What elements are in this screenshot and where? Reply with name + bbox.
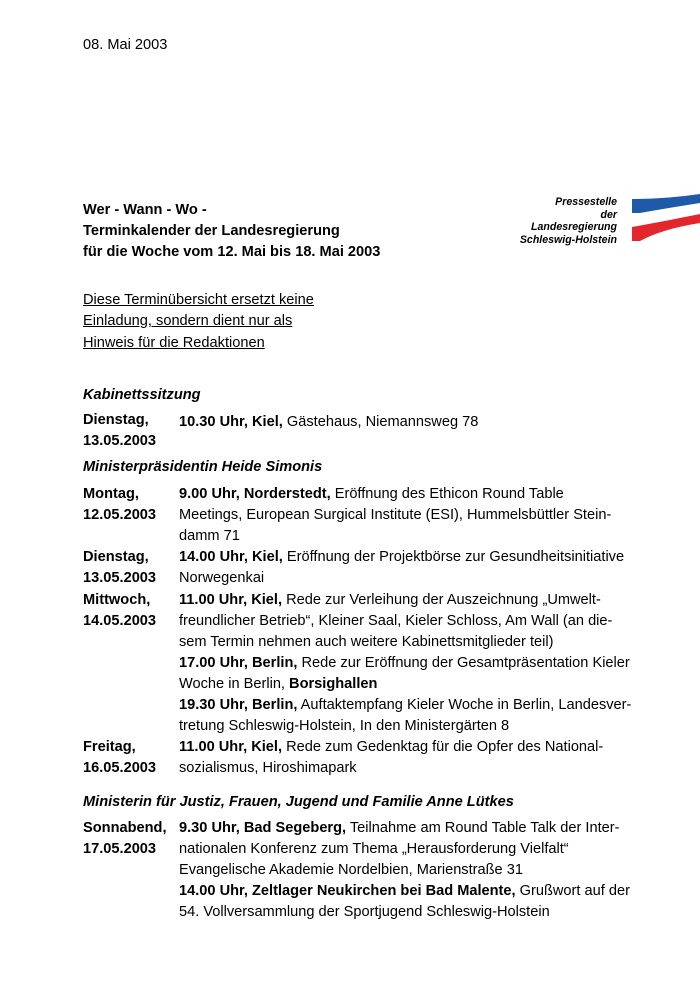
editorial-notice <box>83 290 314 354</box>
appointment-text: damm 71 <box>179 528 240 544</box>
appointment-venue: Borsighallen <box>289 676 378 692</box>
entry-items <box>179 484 624 547</box>
entry-date: 17.05.2003 <box>83 841 157 857</box>
entry-date: 13.05.2003 <box>83 433 157 449</box>
appointment <box>179 695 632 737</box>
section-heading: Kabinettssitzung <box>83 387 201 403</box>
appointment <box>179 818 624 881</box>
appointment-text: Eröffnung des Ethicon Round Table <box>330 486 564 502</box>
notice-line-2: Einladung, sondern dient nur als <box>83 313 293 330</box>
press-line-3: Landesregierung <box>531 221 617 234</box>
entry-date: 14.05.2003 <box>83 613 157 629</box>
title-line-1: Wer - Wann - Wo - <box>83 202 207 218</box>
press-office-label <box>520 196 617 246</box>
document-date: 08. Mai 2003 <box>83 37 168 53</box>
logo-red-stripe <box>632 214 700 241</box>
appointment <box>179 484 624 547</box>
appointment-text: Rede zur Verleihung der Auszeichnung „Umwelt- <box>282 592 601 608</box>
appointment-time-place: 14.00 Uhr, Zeltlager Neukirchen bei Bad Malente, <box>179 883 516 899</box>
appointment-text: Eröffnung der Projektbörse zur Gesundheitsinitiative <box>282 549 625 565</box>
entry-items <box>179 547 624 589</box>
entry-date: 16.05.2003 <box>83 760 157 776</box>
weekday: Mittwoch, <box>83 592 151 608</box>
appointment-text: Evangelische Akademie Nordelbien, Marienstraße 31 <box>179 862 523 878</box>
appointment-text: Rede zum Gedenktag für die Opfer des National- <box>282 739 604 755</box>
appointment-text: Grußwort auf der <box>515 883 630 899</box>
schleswig-holstein-logo <box>632 193 700 243</box>
entry-day <box>83 410 179 452</box>
appointment-text: Auftaktempfang Kieler Woche in Berlin, Landesver- <box>297 697 632 713</box>
appointment-time-place: 17.00 Uhr, Berlin, <box>179 655 298 671</box>
appointment-time-place: 9.30 Uhr, Bad Segeberg, <box>179 820 347 836</box>
document-title <box>83 200 380 263</box>
section-heading: Ministerpräsidentin Heide Simonis <box>83 459 323 475</box>
title-line-3: für die Woche vom 12. Mai bis 18. Mai 2003 <box>83 244 381 260</box>
weekday: Montag, <box>83 486 139 502</box>
entry-items <box>179 412 624 433</box>
appointment-text: Woche in Berlin, <box>179 676 290 692</box>
appointment-text: Meetings, European Surgical Institute (ESI), Hummelsbüttler Stein- <box>179 507 612 523</box>
weekday: Dienstag, <box>83 549 149 565</box>
appointment-text: Teilnahme am Round Table Talk der Inter- <box>346 820 620 836</box>
appointment-text: freundlicher Betrieb“, Kleiner Saal, Kieler Schloss, Am Wall (an die- <box>179 613 613 629</box>
appointment-text: tretung Schleswig-Holstein, In den Ministergärten 8 <box>179 718 510 734</box>
title-line-2: Terminkalender der Landesregierung <box>83 223 340 239</box>
appointment-time-place: 9.00 Uhr, Norderstedt, <box>179 486 331 502</box>
notice-line-1: Diese Terminübersicht ersetzt keine <box>83 292 314 308</box>
entry-day <box>83 737 179 779</box>
logo-blue-stripe <box>632 194 700 213</box>
appointment-time-place: 11.00 Uhr, Kiel, <box>179 592 283 608</box>
appointment-time-place: 14.00 Uhr, Kiel, <box>179 549 283 565</box>
appointment <box>179 653 630 695</box>
entry-day <box>83 590 179 632</box>
appointment-text: Norwegenkai <box>179 570 265 586</box>
entry-items <box>179 737 624 779</box>
appointment-time-place: 10.30 Uhr, Kiel, <box>179 414 283 430</box>
appointment-text: sem Termin nehmen auch weitere Kabinettsmitglieder teil) <box>179 634 554 650</box>
appointment-text: Rede zur Eröffnung der Gesamtpräsentation Kieler <box>297 655 630 671</box>
weekday: Freitag, <box>83 739 136 755</box>
weekday: Dienstag, <box>83 412 149 428</box>
appointment <box>179 737 624 779</box>
appointment-text: Gästehaus, Niemannsweg 78 <box>282 414 479 430</box>
entry-date: 13.05.2003 <box>83 570 157 586</box>
appointment-time-place: 19.30 Uhr, Berlin, <box>179 697 298 713</box>
press-line-1: Pressestelle <box>555 196 617 208</box>
appointment-text: sozialismus, Hiroshimapark <box>179 760 357 776</box>
entry-items <box>179 818 630 923</box>
appointment-text: 54. Vollversammlung der Sportjugend Schleswig-Holstein <box>179 904 550 920</box>
notice-line-3: Hinweis für die Redaktionen <box>83 334 265 351</box>
appointment-time-place: 11.00 Uhr, Kiel, <box>179 739 283 755</box>
appointment <box>179 547 624 589</box>
appointment-text: nationalen Konferenz zum Thema „Herausforderung Vielfalt“ <box>179 841 569 857</box>
entry-day <box>83 484 179 526</box>
entry-date: 12.05.2003 <box>83 507 157 523</box>
appointment <box>179 590 624 653</box>
appointment <box>179 412 624 433</box>
press-line-4: Schleswig-Holstein <box>519 233 617 246</box>
entry-items <box>179 590 632 737</box>
appointment <box>179 881 630 923</box>
section-heading: Ministerin für Justiz, Frauen, Jugend und Familie Anne Lütkes <box>83 794 514 810</box>
press-line-2: der <box>600 208 617 221</box>
weekday: Sonnabend, <box>83 820 167 836</box>
entry-day <box>83 547 179 589</box>
entry-day <box>83 818 179 860</box>
